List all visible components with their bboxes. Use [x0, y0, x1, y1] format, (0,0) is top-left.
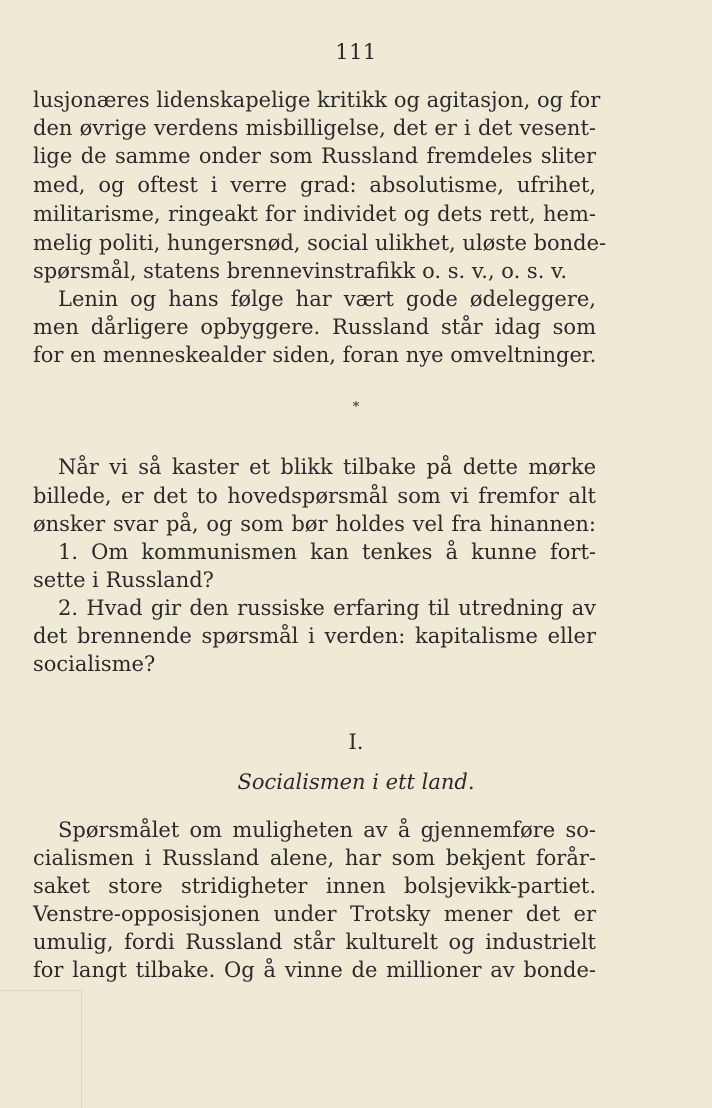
text-line: lige de samme onder som Russland fremdeles sliter	[33, 144, 596, 168]
text-line: 2. Hvad gir den russiske erfaring til utredning av	[58, 596, 596, 620]
text-line: for langt tilbake. Og å vinne de millioner av bonde-	[33, 958, 596, 982]
chapter-title: Socialismen i ett land.	[237, 770, 475, 794]
text-line: militarisme, ringeakt for individet og dets rett, hem-	[33, 202, 596, 226]
text-line: lusjonæres lidenskapelige kritikk og agitasjon, og for	[33, 88, 601, 112]
text-line: 1. Om kommunismen kan tenkes å kunne fort-	[58, 540, 596, 564]
text-line: melig politi, hungersnød, social ulikhet, uløste bonde-	[33, 231, 607, 255]
text-line: den øvrige verdens misbilligelse, det er i det vesent-	[33, 116, 596, 140]
text-line: spørsmål, statens brennevinstrafikk o. s. v., o. s. v.	[33, 259, 568, 283]
text-line: billede, er det to hovedspørsmål som vi fremfor alt	[33, 484, 596, 508]
text-line: Spørsmålet om muligheten av å gjennemføre so-	[58, 818, 596, 842]
chapter-numeral: I.	[348, 730, 364, 754]
text-line: med, og oftest i verre grad: absolutisme, ufrihet,	[33, 173, 596, 197]
text-line: socialisme?	[33, 652, 156, 676]
page-edge-shadow	[0, 990, 82, 1108]
text-line: saket store stridigheter innen bolsjevikk-partiet.	[33, 874, 596, 898]
text-line: Lenin og hans følge har vært gode ødeleggere,	[58, 287, 596, 311]
section-separator: *	[352, 400, 360, 415]
text-line: for en menneskealder siden, foran nye omveltninger.	[33, 343, 597, 367]
text-line: cialismen i Russland alene, har som bekjent forår-	[33, 846, 596, 870]
text-line: ønsker svar på, og som bør holdes vel fra hinannen:	[33, 512, 596, 536]
text-line: sette i Russland?	[33, 568, 214, 592]
text-line: men dårligere opbyggere. Russland står idag som	[33, 315, 596, 339]
text-line: Når vi så kaster et blikk tilbake på dette mørke	[58, 455, 596, 479]
text-line: Venstre-opposisjonen under Trotsky mener det er	[33, 902, 596, 926]
text-line: det brennende spørsmål i verden: kapitalisme eller	[33, 624, 596, 648]
page-number: 111	[335, 40, 377, 64]
text-line: umulig, fordi Russland står kulturelt og industrielt	[33, 930, 596, 954]
